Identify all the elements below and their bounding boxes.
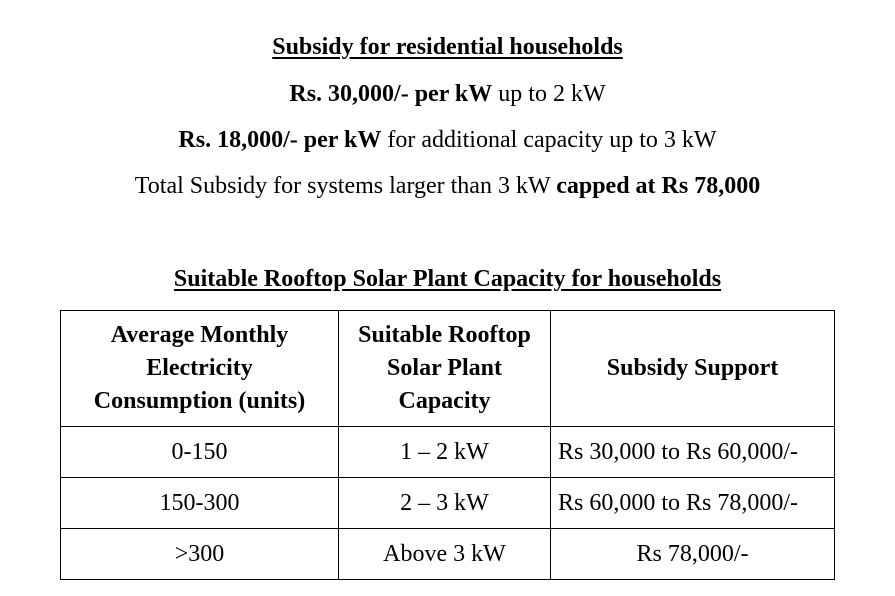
subsidy-line-1-rest: up to 2 kW — [492, 81, 606, 107]
consumption-cell: 150-300 — [61, 478, 339, 529]
consumption-cell: 0-150 — [61, 427, 339, 478]
subsidy-line-2 — [0, 125, 895, 155]
header-consumption-line: Consumption (units) — [93, 388, 306, 414]
capacity-cell: 1 – 2 kW — [339, 427, 551, 478]
header-subsidy-support — [551, 311, 835, 427]
table-row — [61, 478, 835, 529]
header-capacity-line: Suitable Rooftop — [358, 322, 531, 348]
table-row — [61, 427, 835, 478]
header-capacity — [339, 311, 551, 427]
table-header-row — [61, 311, 835, 427]
subsidy-line-1 — [0, 79, 895, 109]
subsidy-line-1-bold: Rs. 30,000/- per kW — [289, 81, 493, 107]
consumption-cell: >300 — [61, 529, 339, 580]
subsidy-line-3-rest: Total Subsidy for systems larger than 3 kW — [134, 173, 557, 199]
capacity-table-heading: Suitable Rooftop Solar Plant Capacity for households — [173, 266, 722, 292]
header-consumption — [61, 311, 339, 427]
subsidy-cell: Rs 30,000 to Rs 60,000/- — [551, 427, 835, 478]
header-consumption-line: Average Monthly — [110, 322, 289, 348]
subsidy-line-2-rest: for additional capacity up to 3 kW — [381, 127, 717, 153]
capacity-cell: Above 3 kW — [339, 529, 551, 580]
header-subsidy-line: Subsidy Support — [606, 355, 779, 381]
subsidy-line-3 — [0, 171, 895, 201]
subsidy-cell: Rs 78,000/- — [551, 529, 835, 580]
subsidy-cell: Rs 60,000 to Rs 78,000/- — [551, 478, 835, 529]
table-row — [61, 529, 835, 580]
header-consumption-line: Electricity — [146, 355, 253, 381]
subsidy-line-3-bold: capped at Rs 78,000 — [556, 173, 761, 199]
header-capacity-line: Solar Plant — [387, 355, 502, 381]
subsidy-heading: Subsidy for residential households — [272, 34, 623, 60]
capacity-cell: 2 – 3 kW — [339, 478, 551, 529]
subsidy-line-2-bold: Rs. 18,000/- per kW — [178, 127, 382, 153]
capacity-table — [60, 310, 835, 580]
header-capacity-line: Capacity — [398, 388, 491, 414]
